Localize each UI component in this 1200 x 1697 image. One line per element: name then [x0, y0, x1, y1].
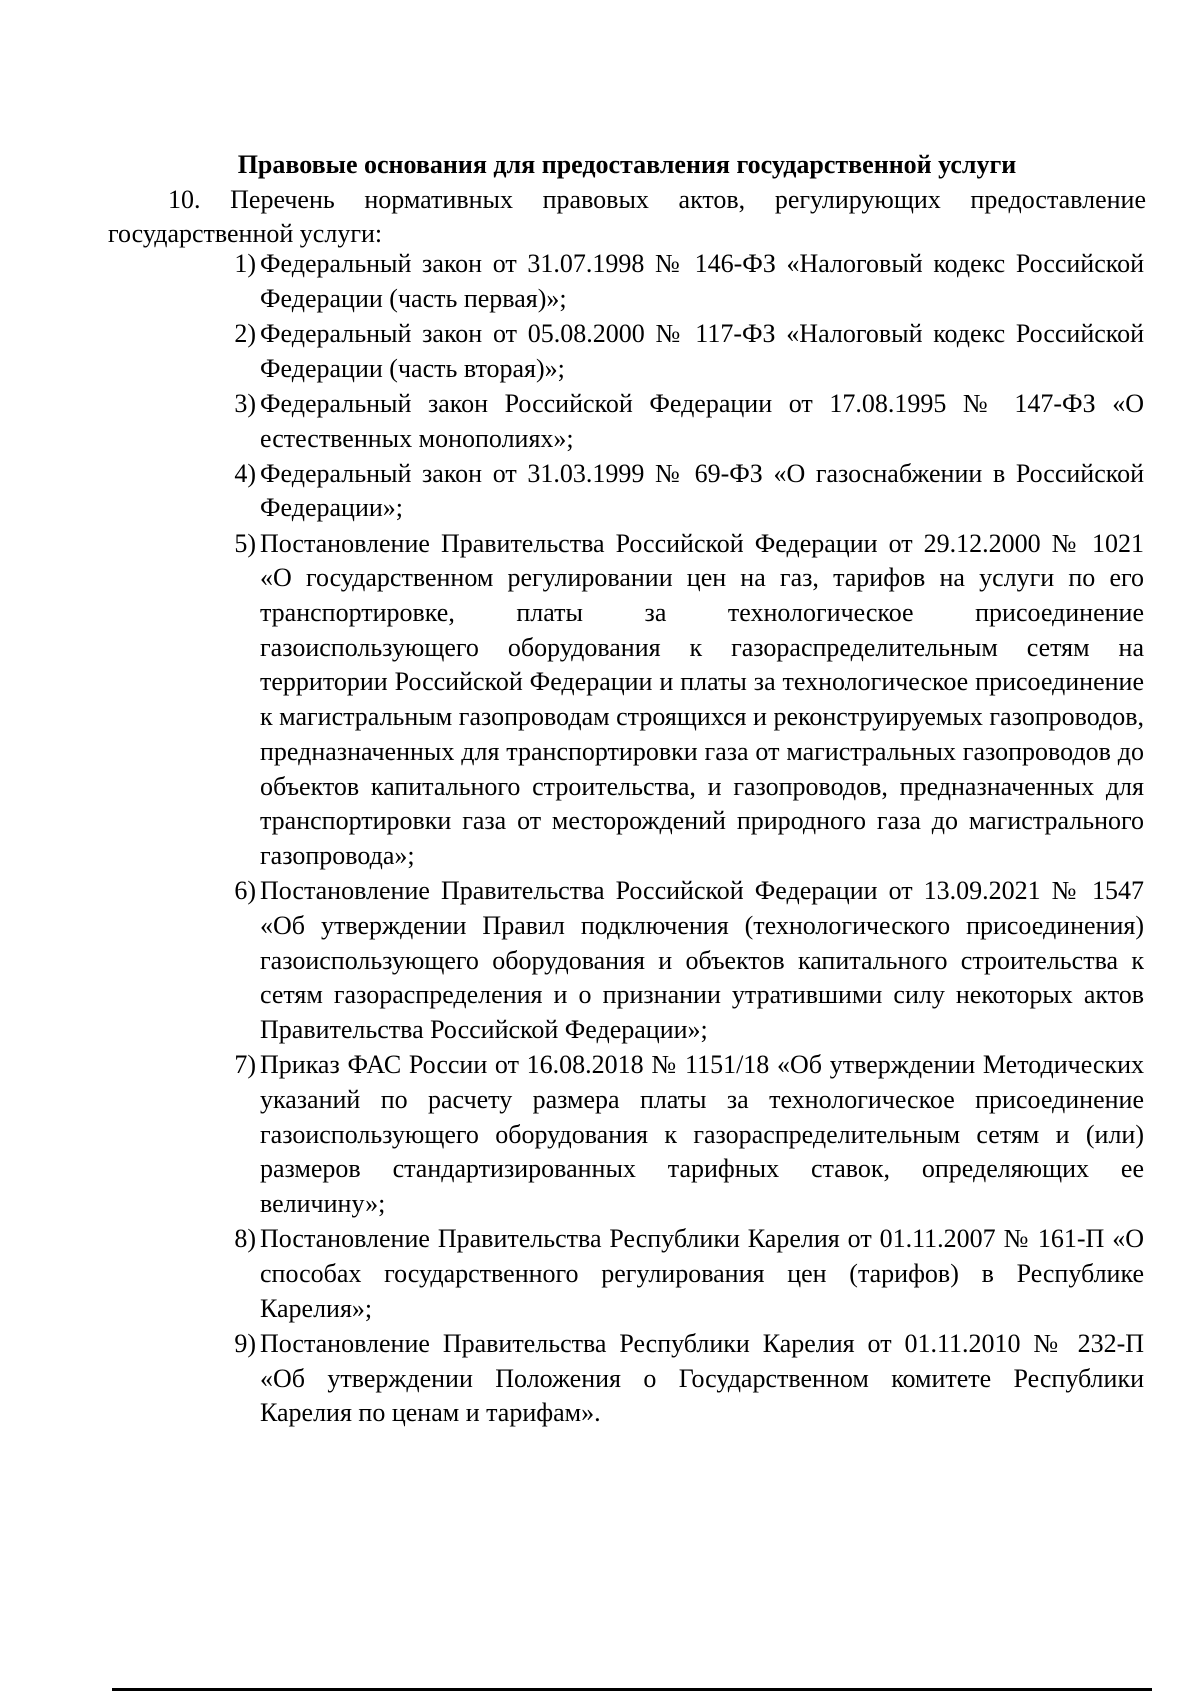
legal-act-text: Федеральный закон Российской Федерации от 17.08.1995 № 147-ФЗ «О естественных монополиях»; [260, 388, 1144, 453]
legal-act-text: Постановление Правительства Республики Карелия от 01.11.2007 № 161-П «О способах государственного регулирования цен (тарифов) в Республике Карелия»; [260, 1224, 1144, 1323]
bottom-rule-divider [112, 1688, 1152, 1691]
legal-act-number: 9) [234, 1328, 256, 1358]
legal-act-item [198, 387, 1144, 456]
legal-act-item [198, 247, 1144, 316]
legal-acts-list [198, 247, 1144, 1431]
legal-act-item [198, 317, 1144, 386]
legal-act-item [198, 874, 1144, 1048]
legal-act-text: Постановление Правительства Российской Федерации от 13.09.2021 № 1547 «Об утверждении Правил подключения (технологического присоединения) газоиспользующего оборудования и объектов капитального строительства к сетям газораспределения и о признании утратившими силу некоторых актов Правительства Российской Федерации»; [260, 876, 1144, 1044]
legal-act-item [198, 1222, 1144, 1326]
section-heading: Правовые основания для предоставления государственной услуги [237, 150, 1017, 179]
legal-act-item [198, 527, 1144, 874]
legal-act-text: Федеральный закон от 31.07.1998 № 146-ФЗ «Налоговый кодекс Российской Федерации (часть первая)»; [260, 249, 1144, 313]
legal-act-item [198, 457, 1144, 526]
legal-act-number: 6) [234, 876, 256, 906]
legal-act-text: Постановление Правительства Российской Федерации от 29.12.2000 № 1021 «О государственном регулировании цен на газ, тарифов на услуги по его транспортировке, платы за технологическое присоединение газоиспользующего оборудования к газораспределительным сетям на территории Российской Федерации и платы за технологическое присоединение к магистральным газопроводам строящихся и реконструируемых газопроводов, предназначенных для транспортировки газа от магистральных газопроводов до объектов капитального строительства, и газопроводов, предназначенных для транспортировки газа от месторождений природного газа до магистрального газопровода»; [260, 528, 1144, 870]
legal-act-text: Приказ ФАС России от 16.08.2018 № 1151/18 «Об утверждении Методических указаний по расчету размера платы за технологическое присоединение газоиспользующего оборудования к газораспределительным сетям и (или) размеров стандартизированных тарифных ставок, определяющих ее величину»; [260, 1050, 1144, 1218]
intro-paragraph: 10. Перечень нормативных правовых актов, регулирующих предоставление государственной услуги: [108, 185, 1146, 248]
legal-act-number: 2) [234, 318, 256, 348]
legal-act-text: Постановление Правительства Республики Карелия от 01.11.2010 № 232-П «Об утверждении Положения о Государственном комитете Республики Карелия по ценам и тарифам». [260, 1328, 1144, 1428]
legal-act-number: 5) [234, 528, 256, 558]
legal-act-number: 7) [234, 1050, 256, 1080]
legal-act-text: Федеральный закон от 31.03.1999 № 69-ФЗ «О газоснабжении в Российской Федерации»; [260, 458, 1144, 523]
legal-act-number: 1) [234, 249, 256, 278]
legal-act-item [198, 1327, 1144, 1431]
legal-act-number: 3) [234, 388, 256, 418]
legal-act-text: Федеральный закон от 05.08.2000 № 117-ФЗ «Налоговый кодекс Российской Федерации (часть вторая)»; [260, 318, 1144, 383]
legal-act-item [198, 1048, 1144, 1222]
legal-act-number: 4) [234, 458, 256, 488]
legal-act-number: 8) [234, 1224, 256, 1254]
